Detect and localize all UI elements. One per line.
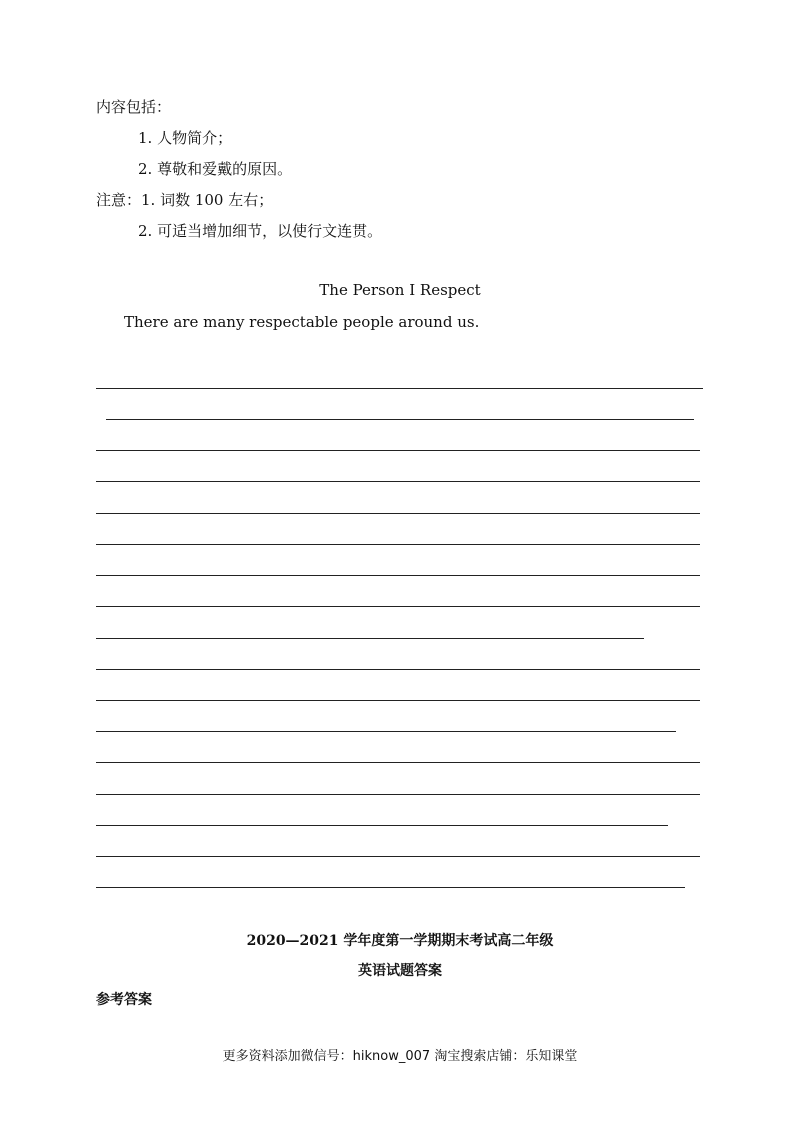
writing-line xyxy=(96,513,700,514)
writing-line xyxy=(96,388,703,389)
reference-answer-heading: 参考答案 xyxy=(96,992,152,1008)
writing-line xyxy=(96,700,700,701)
exam-title: 2020—2021 学年度第一学期期末考试高二年级 xyxy=(246,933,554,949)
writing-line xyxy=(96,544,700,545)
writing-line xyxy=(96,481,700,482)
writing-line xyxy=(96,450,700,451)
content-item-1: 1. 人物简介； xyxy=(138,129,233,147)
subject-title: 英语试题答案 xyxy=(358,963,442,979)
writing-line xyxy=(96,856,700,857)
writing-line xyxy=(96,606,700,607)
essay-opening-sentence: There are many respectable people around us. xyxy=(124,313,480,331)
writing-line xyxy=(96,669,700,670)
note-heading: 注意：1. 词数 100 左右； xyxy=(96,191,274,209)
writing-line xyxy=(96,731,676,732)
writing-line xyxy=(106,419,694,420)
writing-line xyxy=(96,887,685,888)
note-item-2: 2. 可适当增加细节，以使行文连贯。 xyxy=(138,222,383,240)
content-item-2: 2. 尊敬和爱戴的原因。 xyxy=(138,160,293,178)
writing-line xyxy=(96,575,700,576)
writing-line xyxy=(96,638,644,639)
essay-title: The Person I Respect xyxy=(319,281,481,299)
content-heading: 内容包括： xyxy=(96,98,172,116)
footer-promo-text: 更多资料添加微信号：hiknow_007 淘宝搜索店铺：乐知课堂 xyxy=(222,1049,578,1064)
writing-line xyxy=(96,825,668,826)
writing-line xyxy=(96,762,700,763)
writing-line xyxy=(96,794,700,795)
